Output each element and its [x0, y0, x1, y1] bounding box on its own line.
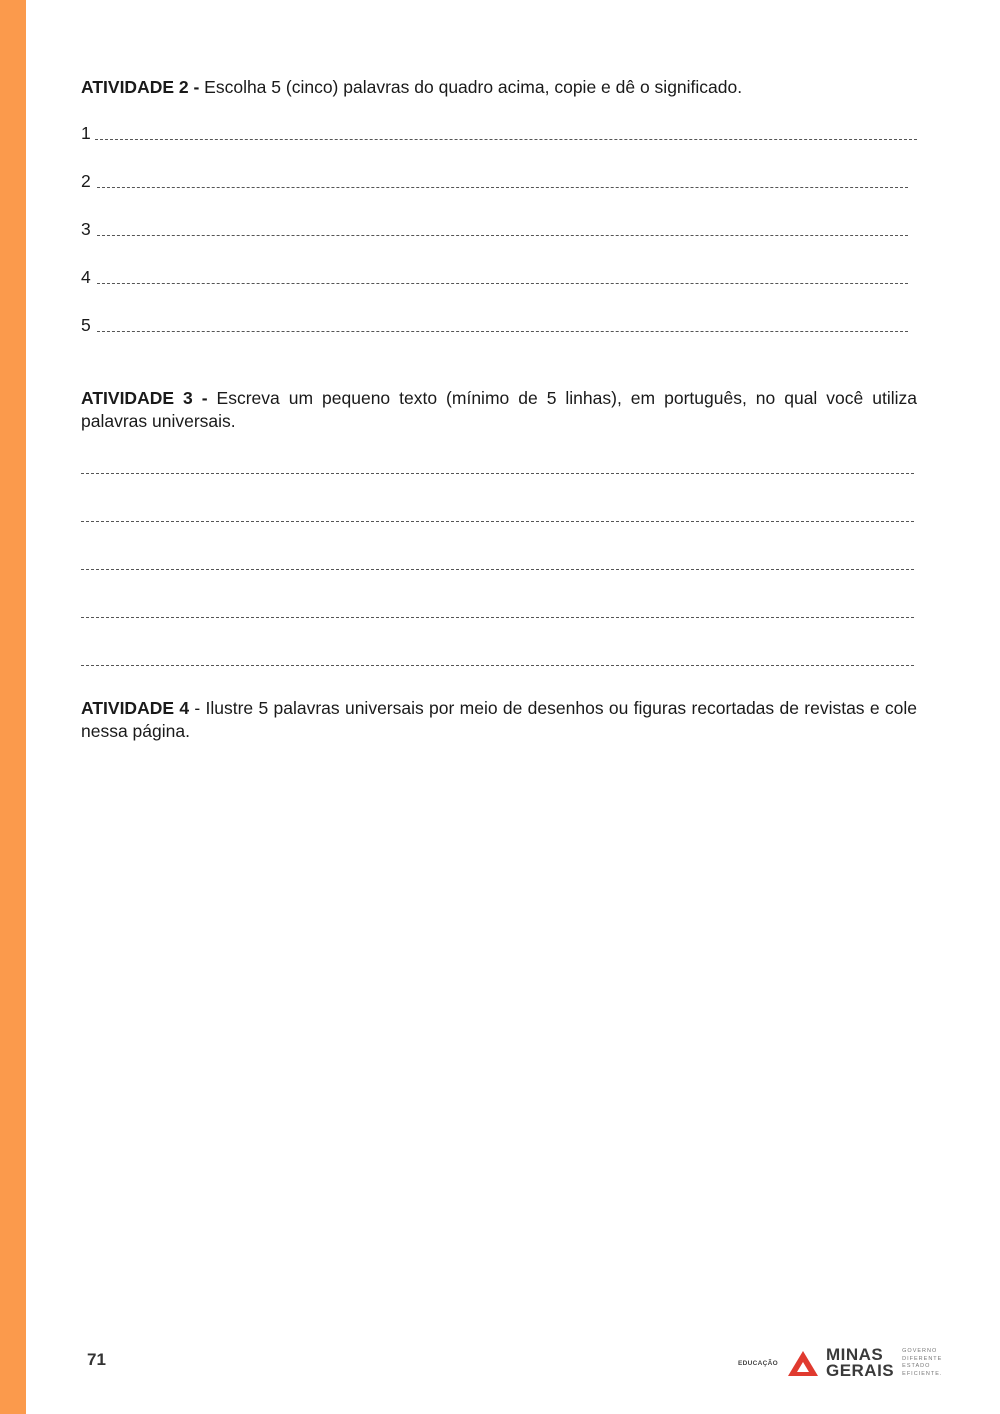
answer-number: 3: [81, 219, 91, 239]
department-label: EDUCAÇÃO: [738, 1359, 778, 1367]
activity-3-prompt: [81, 387, 917, 433]
slogan-line: EFICIENTE.: [902, 1370, 943, 1377]
answer-line-1[interactable]: [81, 123, 917, 143]
activity-3-label: ATIVIDADE 3 -: [81, 388, 208, 408]
activity-4-prompt: [81, 697, 917, 743]
side-accent-bar: [0, 0, 26, 1414]
writing-line-2[interactable]: [81, 521, 914, 522]
writing-line-1[interactable]: [81, 473, 914, 474]
answer-blank[interactable]: [97, 235, 908, 236]
minas-gerais-logo: [738, 1345, 942, 1381]
answer-line-4[interactable]: [81, 267, 908, 287]
writing-line-4[interactable]: [81, 617, 914, 618]
slogan-line: ESTADO: [902, 1363, 931, 1369]
activity-2-prompt: [81, 76, 917, 99]
activity-2-text: Escolha 5 (cinco) palavras do quadro acima, copie e dê o significado.: [199, 77, 743, 97]
answer-blank[interactable]: [97, 187, 908, 188]
answer-number: 1: [81, 123, 91, 143]
triangle-logo-icon: [786, 1347, 820, 1379]
brand-line-2: GERAIS: [825, 1361, 895, 1380]
answer-line-3[interactable]: [81, 219, 908, 239]
writing-line-3[interactable]: [81, 569, 914, 570]
answer-number: 2: [81, 171, 91, 191]
brand-name: [826, 1347, 894, 1379]
brand-line-1: MINAS: [825, 1345, 884, 1364]
answer-blank[interactable]: [97, 283, 908, 284]
page-number: 71: [87, 1350, 106, 1369]
answer-line-2[interactable]: [81, 171, 908, 191]
slogan-line: GOVERNO: [902, 1348, 938, 1354]
activity-2-label: ATIVIDADE 2 -: [81, 77, 200, 97]
activity-3-text: Escreva um pequeno texto (mínimo de 5 linhas), em português, no qual você utiliza palavras universais.: [81, 388, 917, 431]
brand-slogan: [902, 1348, 942, 1378]
slogan-line: DIFERENTE: [902, 1355, 943, 1362]
answer-number: 5: [81, 315, 91, 335]
answer-blank[interactable]: [95, 139, 917, 140]
activity-4-label: ATIVIDADE 4: [81, 698, 190, 718]
activity-4-text: - Ilustre 5 palavras universais por meio de desenhos ou figuras recortadas de revistas e cole nessa página.: [81, 698, 917, 741]
answer-line-5[interactable]: [81, 315, 908, 335]
writing-line-5[interactable]: [81, 665, 914, 666]
answer-blank[interactable]: [97, 331, 908, 332]
answer-number: 4: [81, 267, 91, 287]
